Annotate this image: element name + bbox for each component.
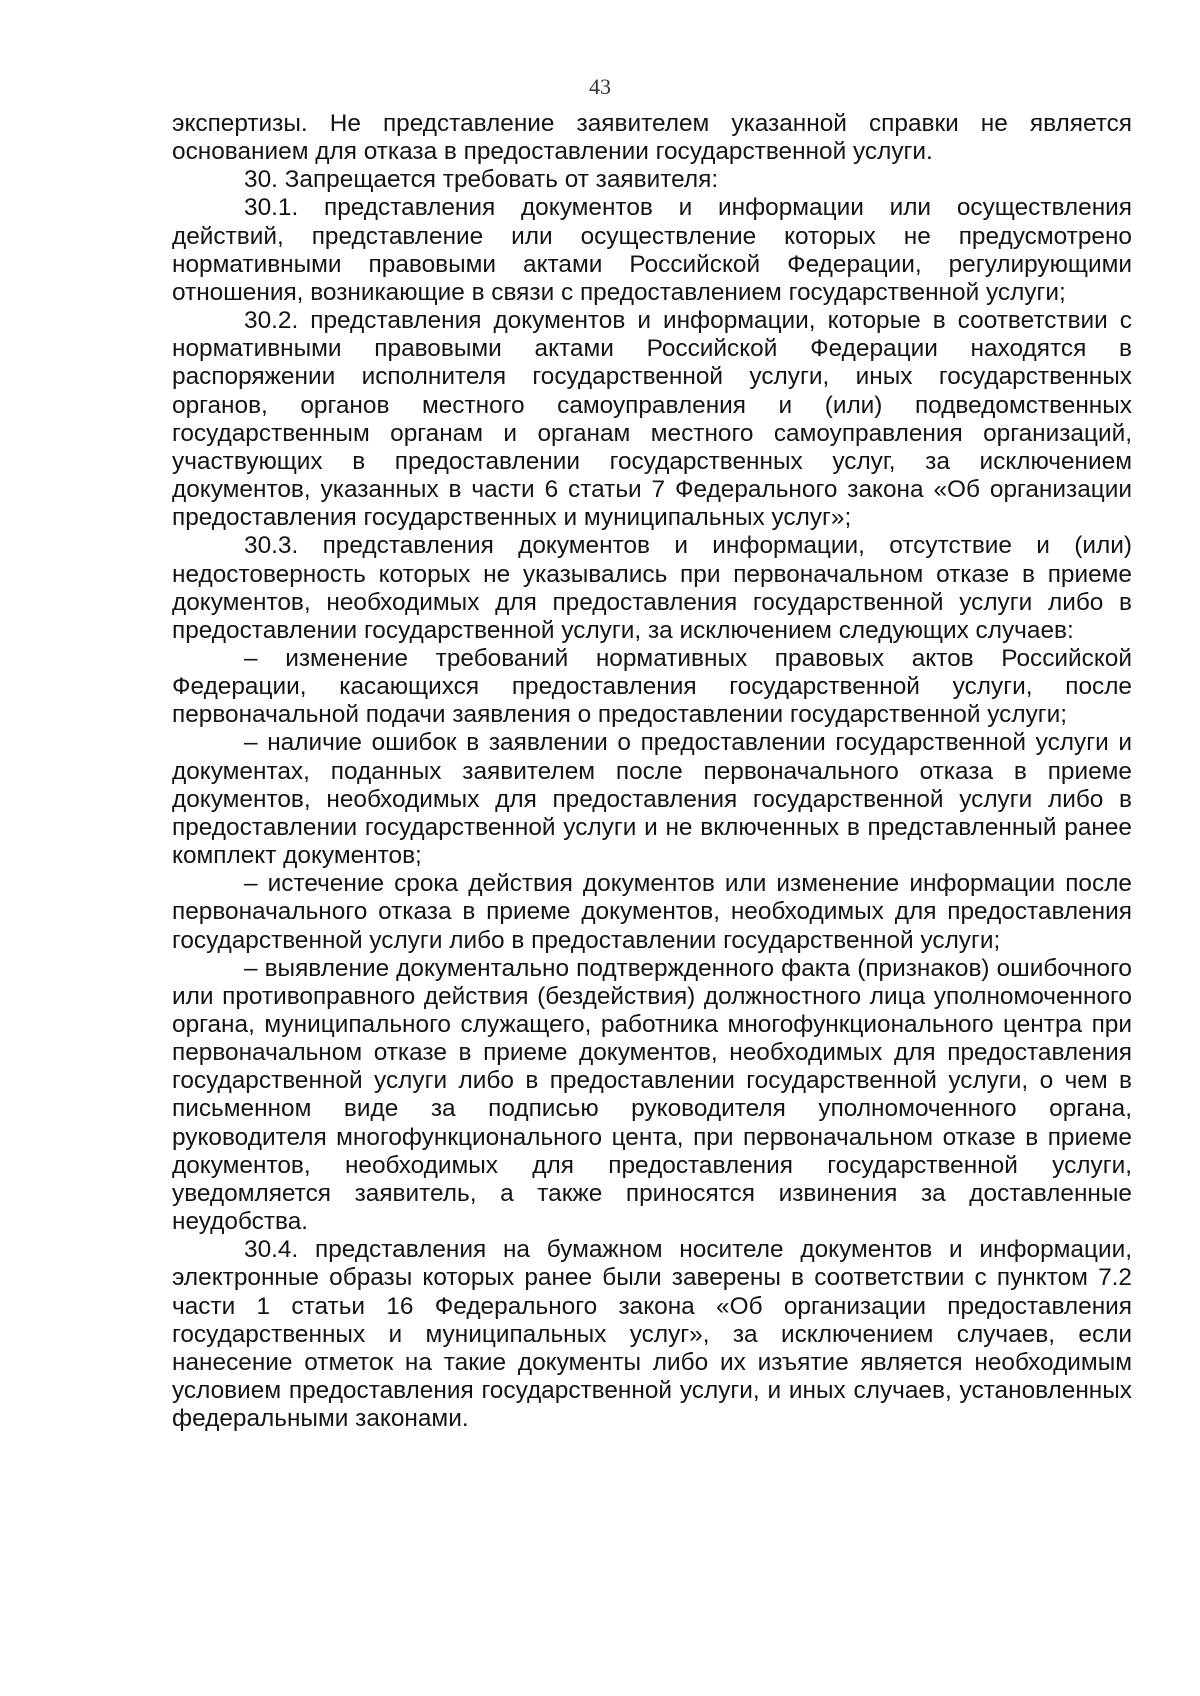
- list-item-official-misconduct: – выявление документально подтвержденного факта (признаков) ошибочного или противоправного действия (бездействия) должностного лица уполномоченного органа, муниципального служащего, работника многофункционального центра при первоначальном отказе в приеме документов, необходимых для предоставления государственной услуги либо в предоставлении государственной услуги, о чем в письменном виде за подписью руководителя уполномоченного органа, руководителя многофункционального цента, при первоначальном отказе в приеме документов, необходимых для предоставления государственной услуги, уведомляется заявитель, а также приносятся извинения за доставленные неудобства.: [172, 954, 1132, 1236]
- paragraph-item-30-1: 30.1. представления документов и информации или осуществления действий, представление или осуществление которых не предусмотрено нормативными правовыми актами Российской Федерации, регулирующими отношения, возникающие в связи с предоставлением государственной услуги;: [172, 194, 1132, 306]
- paragraph-item-30-3: 30.3. представления документов и информации, отсутствие и (или) недостоверность которых не указывались при первоначальном отказе в приеме документов, необходимых для предоставления государственной услуги либо в предоставлении государственной услуги, за исключением следующих случаев:: [172, 532, 1132, 644]
- paragraph-continuation: экспертизы. Не представление заявителем указанной справки не является основанием для отказа в предоставлении государственной услуги.: [172, 110, 1132, 166]
- list-item-requirements-change: – изменение требований нормативных правовых актов Российской Федерации, касающихся предоставления государственной услуги, после первоначальной подачи заявления о предоставлении государственной услуги;: [172, 644, 1132, 729]
- document-body: [172, 110, 1132, 1433]
- list-item-application-errors: – наличие ошибок в заявлении о предоставлении государственной услуги и документах, поданных заявителем после первоначального отказа в приеме документов, необходимых для предоставления государственной услуги либо в предоставлении государственной услуги и не включенных в представленный ранее комплект документов;: [172, 729, 1132, 870]
- paragraph-item-30-4: 30.4. представления на бумажном носителе документов и информации, электронные образы которых ранее были заверены в соответствии с пунктом 7.2 части 1 статьи 16 Федерального закона «Об организации предоставления государственных и муниципальных услуг», за исключением случаев, если нанесение отметок на такие документы либо их изъятие является необходимым условием предоставления государственной услуги, и иных случаев, установленных федеральными законами.: [172, 1236, 1132, 1433]
- paragraph-item-30-2: 30.2. представления документов и информации, которые в соответствии с нормативными правовыми актами Российской Федерации находятся в распоряжении исполнителя государственной услуги, иных государственных органов, органов местного самоуправления и (или) подведомственных государственным органам и органам местного самоуправления организаций, участвующих в предоставлении государственных услуг, за исключением документов, указанных в части 6 статьи 7 Федерального закона «Об организации предоставления государственных и муниципальных услуг»;: [172, 307, 1132, 532]
- paragraph-item-30: 30. Запрещается требовать от заявителя:: [244, 166, 719, 194]
- list-item-document-expiry: – истечение срока действия документов или изменение информации после первоначального отказа в приеме документов, необходимых для предоставления государственной услуги либо в предоставлении государственной услуги;: [172, 870, 1132, 954]
- page-number: 43: [589, 74, 611, 99]
